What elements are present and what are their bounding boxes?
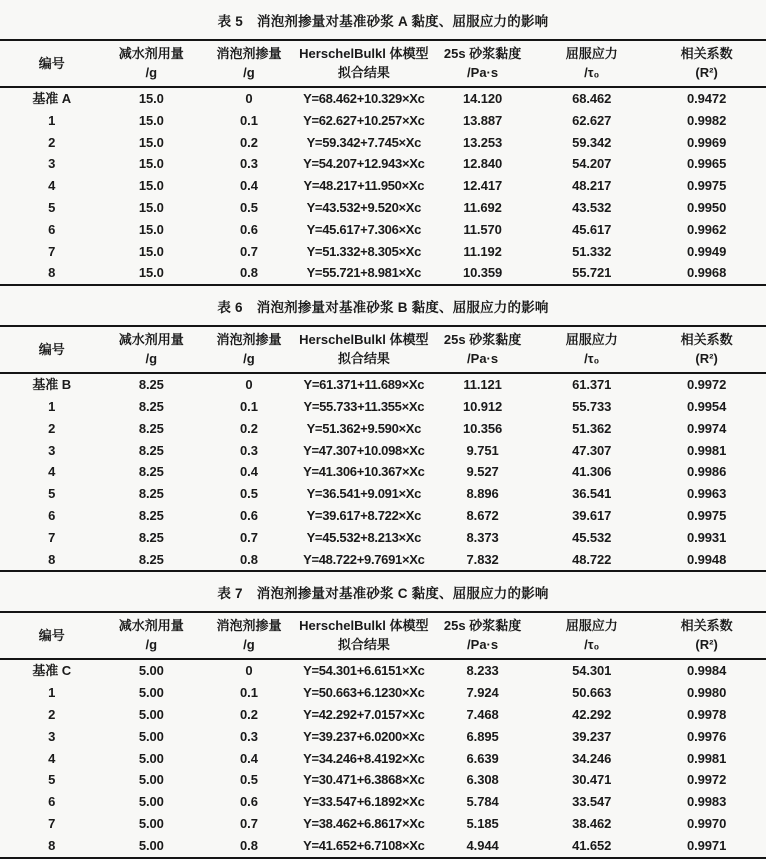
table-cell: 7 <box>48 815 56 831</box>
table-cell: Y=51.332+8.305×Xc <box>306 243 422 259</box>
table-cell: 6 <box>48 221 56 237</box>
table-cell: 6 <box>48 794 56 810</box>
table-cell: 12.417 <box>462 178 503 194</box>
table-cell: 11.192 <box>463 243 502 259</box>
table-cell: Y=47.307+10.098×Xc <box>303 442 425 458</box>
table7-caption-text: 消泡剂掺量对基准砂浆 C 黏度、屈服应力的影响 <box>256 586 549 602</box>
table-row <box>0 835 766 858</box>
table-cell: 11.121 <box>463 377 502 393</box>
table-row <box>0 241 766 263</box>
table-row <box>0 659 766 682</box>
table-cell: 1 <box>48 685 56 701</box>
table-cell: 51.362 <box>572 420 612 436</box>
table-cell: 15.0 <box>138 112 164 128</box>
table-cell: 15.0 <box>138 221 164 237</box>
table-cell: 3 <box>48 442 56 458</box>
table-cell: Y=33.547+6.1892×Xc <box>303 794 425 810</box>
table-row <box>0 197 766 219</box>
table-cell: 8.25 <box>138 398 164 414</box>
table-cell: 41.306 <box>572 464 612 480</box>
table-cell: 14.120 <box>462 91 503 106</box>
table-cell: 0.9975 <box>687 507 727 523</box>
table-cell: Y=59.342+7.745×Xc <box>306 134 422 150</box>
table-cell: 41.652 <box>572 837 612 853</box>
table-cell: Y=54.301+6.6151×Xc <box>303 663 425 679</box>
table-cell: 0.9975 <box>687 178 727 194</box>
table-cell: 50.663 <box>572 685 612 701</box>
column-header: HerschelBulkl 体模型 拟合结果 <box>299 46 429 80</box>
table-row <box>0 682 766 704</box>
table-cell: 62.627 <box>572 112 612 128</box>
table-cell: 45.532 <box>572 529 612 545</box>
table-cell: 5.185 <box>466 815 499 831</box>
table-cell: 4.944 <box>466 837 499 853</box>
column-header: 消泡剂掺量 /g <box>216 332 282 367</box>
table-cell: 7.924 <box>466 685 499 701</box>
table-cell: 55.733 <box>572 398 612 414</box>
table-cell: 5 <box>48 199 56 215</box>
table-cell: 0.6 <box>240 221 258 237</box>
table-cell: 0.9986 <box>687 464 727 480</box>
column-header: 减水剂用量 /g <box>118 618 184 653</box>
table-cell: 0.9981 <box>687 750 727 766</box>
column-header: 相关系数 (R²) <box>680 618 733 653</box>
table-cell: 4 <box>48 464 56 480</box>
table-row <box>0 418 766 440</box>
table-cell: 30.471 <box>572 772 612 788</box>
table-cell: 3 <box>48 156 56 172</box>
table-row <box>0 132 766 154</box>
table-cell: 0.8 <box>240 551 258 567</box>
table-cell: 42.292 <box>572 706 612 722</box>
header-row <box>0 612 766 659</box>
table-cell: 0.9931 <box>687 529 727 545</box>
table-row <box>0 726 766 748</box>
table-cell: 13.253 <box>462 134 503 150</box>
table-cell: 55.721 <box>572 265 612 281</box>
table-cell: 基准 C <box>32 663 71 679</box>
table-cell: 1 <box>48 398 56 414</box>
table-row <box>0 704 766 726</box>
table-cell: 0.9980 <box>687 685 727 701</box>
table-cell: 38.462 <box>572 815 612 831</box>
table-cell: 5.00 <box>138 728 164 744</box>
table-cell: 0.9984 <box>687 663 727 679</box>
table-cell: 8 <box>48 837 56 853</box>
table-cell: 0.7 <box>240 529 258 545</box>
column-header: 25s 砂浆黏度 /Pa·s <box>443 332 522 367</box>
table-cell: 7.468 <box>466 706 499 722</box>
table-row <box>0 505 766 527</box>
table-cell: 5 <box>48 772 56 788</box>
table-cell: 61.371 <box>572 377 612 393</box>
table-row <box>0 87 766 110</box>
table-cell: 7 <box>48 243 56 259</box>
table-cell: 0.4 <box>240 750 258 766</box>
table-cell: 1 <box>48 112 56 128</box>
table-cell: 39.617 <box>572 507 612 523</box>
table-cell: 0.9982 <box>687 112 727 128</box>
table5-section <box>0 0 766 286</box>
table-cell: 68.462 <box>572 91 612 106</box>
table-cell: 6.639 <box>466 750 499 766</box>
table-cell: Y=30.471+6.3868×Xc <box>303 772 425 788</box>
table-cell: 8.672 <box>466 507 499 523</box>
table-cell: Y=39.617+8.722×Xc <box>306 507 422 523</box>
table6 <box>0 325 766 572</box>
table-cell: Y=36.541+9.091×Xc <box>306 486 422 502</box>
table-row <box>0 110 766 132</box>
table-cell: 8.25 <box>138 486 164 502</box>
table6-header <box>0 326 766 373</box>
table-cell: 51.332 <box>572 243 612 259</box>
table-cell: 0.6 <box>240 507 258 523</box>
table-cell: 0.9963 <box>687 486 727 502</box>
table-cell: Y=39.237+6.0200×Xc <box>303 728 425 744</box>
table5-header <box>0 40 766 87</box>
table-cell: 4 <box>48 178 56 194</box>
table-cell: 8.25 <box>138 464 164 480</box>
table-cell: Y=48.722+9.7691×Xc <box>303 551 425 567</box>
table-cell: Y=34.246+8.4192×Xc <box>303 750 425 766</box>
table-cell: Y=38.462+6.8617×Xc <box>303 815 425 831</box>
table-cell: 0.9974 <box>687 420 727 436</box>
table7-caption <box>0 572 766 611</box>
column-header: 消泡剂掺量 /g <box>216 618 282 653</box>
table-cell: Y=43.532+9.520×Xc <box>306 199 422 215</box>
column-header: 屈服应力 /τ₀ <box>565 332 618 367</box>
table-cell: 0.1 <box>240 685 258 701</box>
table-cell: 0.2 <box>240 420 258 436</box>
table6-body <box>0 373 766 571</box>
table-cell: 0.8 <box>240 837 258 853</box>
table-cell: 12.840 <box>462 156 503 172</box>
table-cell: 9.527 <box>466 464 499 480</box>
table-cell: Y=62.627+10.257×Xc <box>303 112 425 128</box>
column-header: 25s 砂浆黏度 /Pa·s <box>443 46 522 80</box>
column-header: 编号 <box>38 341 65 357</box>
column-header: 编号 <box>38 55 65 71</box>
table-cell: 4 <box>48 750 56 766</box>
table-cell: 0.9472 <box>687 91 727 106</box>
table-cell: 7.832 <box>466 551 499 567</box>
table-cell: 15.0 <box>138 91 164 106</box>
table-cell: 11.692 <box>463 199 502 215</box>
column-header: 相关系数 (R²) <box>680 332 733 367</box>
table-cell: 5.00 <box>138 772 164 788</box>
table5-body <box>0 87 766 285</box>
table-cell: 0.4 <box>240 464 258 480</box>
table-cell: 6 <box>48 507 56 523</box>
table-cell: 0.9954 <box>687 398 727 414</box>
table-cell: 8.25 <box>138 420 164 436</box>
table-cell: Y=68.462+10.329×Xc <box>303 91 425 106</box>
table-cell: 0.9969 <box>687 134 727 150</box>
table-cell: 0.9968 <box>687 265 727 281</box>
table-cell: 0 <box>245 377 253 393</box>
table-cell: Y=51.362+9.590×Xc <box>306 420 422 436</box>
table-cell: 0.9949 <box>687 243 727 259</box>
table-row <box>0 440 766 462</box>
table-cell: 0.9950 <box>687 199 727 215</box>
table-cell: 5.00 <box>138 815 164 831</box>
table-cell: 0.9970 <box>687 815 727 831</box>
table-cell: 15.0 <box>138 178 164 194</box>
table-cell: 8.896 <box>466 486 499 502</box>
table-cell: 0.7 <box>240 815 258 831</box>
table-cell: 8 <box>48 551 56 567</box>
table-cell: 13.887 <box>462 112 503 128</box>
table-cell: 2 <box>48 134 56 150</box>
table-cell: 0.4 <box>240 178 258 194</box>
table7-caption-label: 表 7 <box>217 586 243 602</box>
table7-header <box>0 612 766 659</box>
table5-caption-text: 消泡剂掺量对基准砂浆 A 黏度、屈服应力的影响 <box>257 14 549 29</box>
table-cell: 0.1 <box>240 398 258 414</box>
table-cell: 0.9972 <box>687 772 727 788</box>
table-row <box>0 262 766 285</box>
table-cell: 43.532 <box>572 199 612 215</box>
table-cell: 0.3 <box>240 442 258 458</box>
table-cell: 10.359 <box>462 265 503 281</box>
table-cell: Y=50.663+6.1230×Xc <box>303 685 425 701</box>
table-cell: 0.3 <box>240 156 258 172</box>
table-cell: 0.3 <box>240 728 258 744</box>
table-row <box>0 461 766 483</box>
table-row <box>0 791 766 813</box>
table-cell: 0 <box>245 91 253 106</box>
table-cell: 59.342 <box>572 134 612 150</box>
table-cell: 0.9983 <box>687 794 727 810</box>
table-cell: 10.912 <box>462 398 503 414</box>
table-cell: 0.9965 <box>687 156 727 172</box>
table-cell: 0.9971 <box>687 837 727 853</box>
table-cell: 15.0 <box>138 243 164 259</box>
table-row <box>0 483 766 505</box>
table-cell: 15.0 <box>138 134 164 150</box>
table-cell: 8.25 <box>138 507 164 523</box>
table-cell: 0.5 <box>240 486 258 502</box>
table-cell: 10.356 <box>462 420 503 436</box>
table-cell: 基准 B <box>32 377 71 393</box>
table-row <box>0 219 766 241</box>
table-cell: 0.9981 <box>687 442 727 458</box>
table7-body <box>0 659 766 857</box>
table-cell: 47.307 <box>572 442 612 458</box>
table6-section <box>0 286 766 572</box>
header-row <box>0 40 766 87</box>
table-cell: 5.00 <box>138 685 164 701</box>
table-cell: 15.0 <box>138 199 164 215</box>
table-cell: 0.9948 <box>687 551 727 567</box>
column-header: 减水剂用量 /g <box>118 332 184 367</box>
table5-caption-label: 表 5 <box>217 14 243 29</box>
table-cell: 3 <box>48 728 56 744</box>
table-cell: Y=45.532+8.213×Xc <box>306 529 422 545</box>
table-cell: Y=45.617+7.306×Xc <box>306 221 422 237</box>
table-cell: 8 <box>48 265 56 281</box>
table5-caption <box>0 0 766 39</box>
table-cell: 0.5 <box>240 772 258 788</box>
table-cell: 5.00 <box>138 663 164 679</box>
table-cell: 0 <box>245 663 253 679</box>
table-row <box>0 373 766 396</box>
column-header: 编号 <box>38 627 65 643</box>
column-header: 屈服应力 /τ₀ <box>565 618 618 653</box>
table6-caption-label: 表 6 <box>217 300 243 316</box>
table-row <box>0 527 766 549</box>
table-cell: 2 <box>48 420 56 436</box>
table-row <box>0 175 766 197</box>
table-cell: 0.9962 <box>687 221 727 237</box>
table-cell: 48.217 <box>572 178 612 194</box>
column-header: 25s 砂浆黏度 /Pa·s <box>443 618 522 653</box>
table-cell: Y=48.217+11.950×Xc <box>303 178 425 194</box>
table-cell: Y=41.652+6.7108×Xc <box>303 837 425 853</box>
table-cell: Y=54.207+12.943×Xc <box>303 156 425 172</box>
table-cell: 15.0 <box>138 265 164 281</box>
table6-caption <box>0 286 766 325</box>
table-row <box>0 549 766 572</box>
table-cell: Y=55.733+11.355×Xc <box>303 398 425 414</box>
table-cell: 8.373 <box>466 529 499 545</box>
column-header: HerschelBulkl 体模型 拟合结果 <box>299 618 429 653</box>
table-row <box>0 748 766 770</box>
column-header: 相关系数 (R²) <box>680 46 733 80</box>
table-cell: 5.784 <box>466 794 499 810</box>
table-cell: Y=41.306+10.367×Xc <box>303 464 425 480</box>
table-cell: 15.0 <box>138 156 164 172</box>
table-cell: 54.207 <box>572 156 612 172</box>
table-row <box>0 813 766 835</box>
table-cell: 0.9978 <box>687 706 727 722</box>
table-cell: Y=61.371+11.689×Xc <box>303 377 425 393</box>
table-cell: 9.751 <box>466 442 499 458</box>
table-cell: 0.9976 <box>687 728 727 744</box>
table-cell: 0.9972 <box>687 377 727 393</box>
table-cell: 48.722 <box>572 551 612 567</box>
table5 <box>0 39 766 286</box>
table-cell: 8.25 <box>138 377 164 393</box>
table-cell: 6.308 <box>466 772 499 788</box>
table-cell: Y=42.292+7.0157×Xc <box>303 706 425 722</box>
table-cell: 5 <box>48 486 56 502</box>
table-cell: 0.2 <box>240 134 258 150</box>
table-cell: 5.00 <box>138 750 164 766</box>
table-cell: 5.00 <box>138 794 164 810</box>
table-cell: Y=55.721+8.981×Xc <box>306 265 422 281</box>
table-cell: 33.547 <box>572 794 612 810</box>
table-cell: 34.246 <box>572 750 612 766</box>
table-cell: 5.00 <box>138 706 164 722</box>
table-cell: 45.617 <box>572 221 612 237</box>
table-cell: 11.570 <box>463 221 502 237</box>
table6-caption-text: 消泡剂掺量对基准砂浆 B 黏度、屈服应力的影响 <box>256 300 549 316</box>
table-cell: 0.2 <box>240 706 258 722</box>
table-cell: 39.237 <box>572 728 612 744</box>
table-cell: 0.7 <box>240 243 258 259</box>
table-cell: 0.1 <box>240 112 258 128</box>
table-row <box>0 153 766 175</box>
column-header: HerschelBulkl 体模型 拟合结果 <box>299 332 429 367</box>
table-cell: 8.25 <box>138 529 164 545</box>
table-cell: 0.5 <box>240 199 258 215</box>
header-row <box>0 326 766 373</box>
table-row <box>0 396 766 418</box>
table-cell: 6.895 <box>466 728 499 744</box>
column-header: 消泡剂掺量 /g <box>216 46 282 80</box>
table-row <box>0 769 766 791</box>
table-cell: 36.541 <box>572 486 612 502</box>
table-cell: 基准 A <box>32 91 71 106</box>
column-header: 屈服应力 /τ₀ <box>565 46 618 80</box>
table-cell: 2 <box>48 706 56 722</box>
table-cell: 0.6 <box>240 794 258 810</box>
table7-section <box>0 572 766 858</box>
table7 <box>0 611 766 858</box>
table-cell: 7 <box>48 529 56 545</box>
table-cell: 54.301 <box>572 663 612 679</box>
table-cell: 5.00 <box>138 837 164 853</box>
column-header: 减水剂用量 /g <box>118 46 184 80</box>
table-cell: 8.233 <box>466 663 499 679</box>
table-cell: 8.25 <box>138 551 164 567</box>
table-cell: 8.25 <box>138 442 164 458</box>
table-cell: 0.8 <box>240 265 258 281</box>
